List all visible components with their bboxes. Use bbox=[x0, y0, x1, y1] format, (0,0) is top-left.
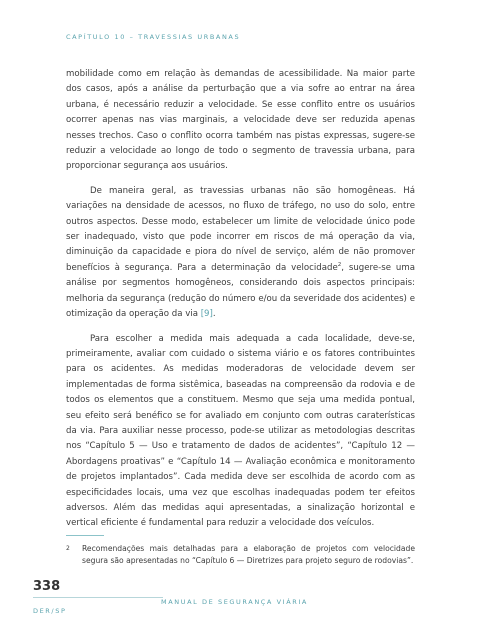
footnote-divider bbox=[66, 535, 104, 536]
paragraph-2 bbox=[66, 184, 415, 323]
paragraph-2-end: . bbox=[212, 309, 216, 320]
footnote-mark: 2 bbox=[66, 545, 70, 552]
citation-link[interactable]: [9] bbox=[200, 309, 213, 320]
publisher-mark: DER/SP bbox=[33, 607, 67, 615]
paragraph-2-text: De maneira geral, as travessias urbanas não são homogêneas. Há variações na densidade de acessos, no fluxo de tráfego, no uso do solo, entre outros aspectos. Desse modo, estabelecer um limite de velocidade único pode ser inadequado, visto que pode incorrer em riscos de má operação da via, diminuição da capacidade e piora do nível de serviço, além de não promover benefícios à segurança. Para a determinação da velocidade bbox=[66, 185, 415, 273]
footnote-text: Recomendações mais detalhadas para a elaboração de projetos com velocidade segura são apresentadas no “Capítulo 6 — Diretrizes para projeto seguro de rodovias”. bbox=[82, 544, 415, 565]
publication-title: MANUAL DE SEGURANÇA VIÁRIA bbox=[161, 598, 308, 606]
page-number: 338 bbox=[33, 579, 61, 594]
paragraph-1: mobilidade como em relação às demandas de acessibilidade. Na maior parte dos casos, após a análise da perturbação que a via sofre ao entrar na área urbana, é necessário reduzir a velocidade. Se esse conflito entre os usuários ocorrer apenas nas vias marginais, a velocidade deve ser reduzida apenas nesses trechos. Caso o conflito ocorra também nas pistas expressas, sugere-se reduzir a velocidade ao longo de todo o segmento de travessia urbana, para proporcionar segurança aos usuários. bbox=[66, 69, 415, 172]
footnote-reference[interactable]: 2 bbox=[337, 262, 342, 269]
footnote bbox=[66, 543, 415, 567]
paragraph-3: Para escolher a medida mais adequada a cada localidade, deve-se, primeiramente, avaliar com cuidado o sistema viário e os fatores contribuintes para os acidentes. As medidas moderadoras de velocidade devem ser implementadas de forma sistêmica, baseadas na compreensão da rodovia e de todos os elementos que a constituem. Mesmo que seja uma medida pontual, seu efeito será benéfico se for avaliado em conjunto com outras caraterísticas da via. Para auxiliar nesse processo, pode-se utilizar as metodologias descritas nos “Capítulo 5 — Uso e tratamento de dados de acidentes”, “Capítulo 12 — Abordagens proativas” e “Capítulo 14 — Avaliação econômica e monitoramento de projetos implantados”. Cada medida deve ser escolhida de acordo com as especificidades locais, uma vez que escolhas inadequadas podem ter efeitos adversos. Além das medidas aqui apresentadas, a sinalização horizontal e vertical eficiente é fundamental para reduzir a velocidade dos veículos. bbox=[66, 333, 415, 529]
chapter-header: CAPÍTULO 10 – TRAVESSIAS URBANAS bbox=[66, 33, 241, 41]
body-text bbox=[66, 67, 415, 541]
paragraph-2-rest: , sugere-se uma análise por segmentos homogêneos, considerando dois aspectos principais: melhoria da segurança (redução do número e/ou da severidade dos acidentes) e otimização da operação da via bbox=[66, 262, 415, 320]
footer-divider bbox=[33, 597, 163, 598]
